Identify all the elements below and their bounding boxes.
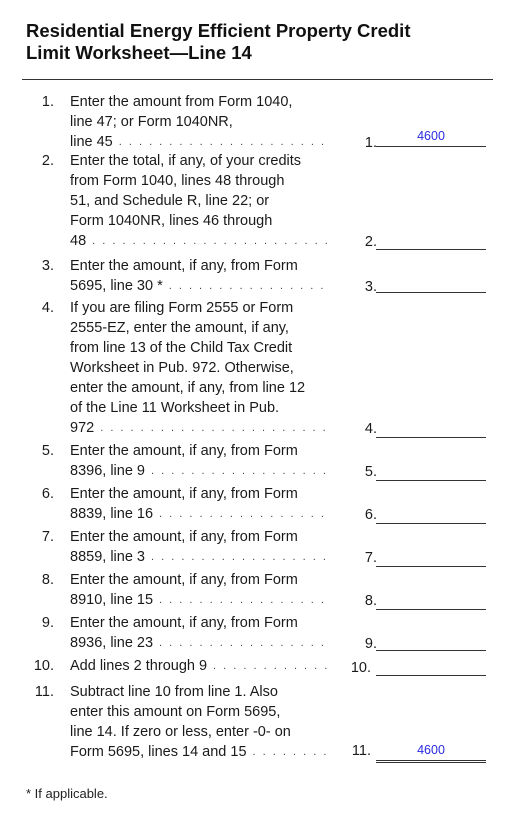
instruction-text: If you are filing Form 2555 or Form xyxy=(70,300,294,316)
line-number: 2. xyxy=(41,153,54,169)
instruction-text: Enter the amount, if any, from Form xyxy=(70,443,298,459)
instruction-text: from line 13 of the Child Tax Credit xyxy=(70,340,293,356)
instruction-text: enter the amount, if any, from line 12 xyxy=(70,380,306,396)
amount-entry-field[interactable] xyxy=(376,292,486,293)
leader-dots xyxy=(100,418,327,438)
amount-value[interactable]: 4600 xyxy=(417,743,445,757)
line-reference-number: 4. xyxy=(364,421,377,437)
instruction-text: 8859, line 3 xyxy=(70,549,145,565)
instruction-last-line xyxy=(70,461,335,481)
instruction-last-line xyxy=(70,547,335,567)
instruction-text: of the Line 11 Worksheet in Pub. xyxy=(70,400,280,416)
instruction-text: Worksheet in Pub. 972. Otherwise, xyxy=(70,360,294,376)
line-instruction xyxy=(70,570,335,610)
instruction-text: Enter the amount, if any, from Form xyxy=(70,258,298,274)
leader-dots xyxy=(159,633,327,653)
instruction-text: line 14. If zero or less, enter -0- on xyxy=(70,724,291,740)
instruction-text: Subtract line 10 from line 1. Also xyxy=(70,684,278,700)
amount-value[interactable]: 4600 xyxy=(417,129,445,143)
line-instruction xyxy=(70,256,335,296)
line-reference-number: 5. xyxy=(364,464,377,480)
instruction-text: 8936, line 23 xyxy=(70,635,154,651)
instruction-last-line xyxy=(70,633,335,653)
instruction-text: Enter the amount, if any, from Form xyxy=(70,529,298,545)
leader-dots xyxy=(253,742,327,762)
instruction-text: Enter the amount, if any, from Form xyxy=(70,572,298,588)
line-instruction xyxy=(70,527,335,567)
line-number: 5. xyxy=(41,443,54,459)
instruction-text: 8910, line 15 xyxy=(70,592,154,608)
leader-dots xyxy=(213,656,327,676)
line-reference-number: 11. xyxy=(351,743,371,759)
instruction-text: line 45 xyxy=(70,134,113,150)
leader-dots xyxy=(151,547,327,567)
line-instruction xyxy=(70,656,335,676)
line-reference-number: 7. xyxy=(364,550,377,566)
worksheet-title xyxy=(26,20,496,64)
line-instruction xyxy=(70,613,335,653)
title-line-2: Limit Worksheet—Line 14 xyxy=(26,42,252,63)
instruction-last-line xyxy=(70,742,335,762)
line-number: 7. xyxy=(41,529,54,545)
title-rule xyxy=(22,79,493,80)
leader-dots xyxy=(92,231,327,251)
instruction-text: 8839, line 16 xyxy=(70,506,154,522)
line-reference-number: 1. xyxy=(364,135,377,151)
amount-entry-field[interactable] xyxy=(376,523,486,524)
amount-entry-field[interactable] xyxy=(376,249,486,250)
leader-dots xyxy=(159,590,327,610)
line-reference-number: 6. xyxy=(364,507,377,523)
amount-entry-field[interactable] xyxy=(376,650,486,651)
instruction-text: Enter the amount from Form 1040, xyxy=(70,94,293,110)
instruction-text: from Form 1040, lines 48 through xyxy=(70,173,285,189)
line-number: 11. xyxy=(34,684,54,700)
line-number: 9. xyxy=(41,615,54,631)
line-number: 6. xyxy=(41,486,54,502)
line-instruction xyxy=(70,151,335,251)
instruction-last-line xyxy=(70,231,335,251)
leader-dots xyxy=(159,504,327,524)
instruction-text: 51, and Schedule R, line 22; or xyxy=(70,193,270,209)
instruction-text: Form 1040NR, lines 46 through xyxy=(70,213,273,229)
line-number: 8. xyxy=(41,572,54,588)
line-number: 4. xyxy=(41,300,54,316)
amount-entry-field[interactable] xyxy=(376,609,486,610)
instruction-last-line xyxy=(70,276,335,296)
instruction-last-line xyxy=(70,132,335,152)
line-instruction xyxy=(70,682,335,762)
line-reference-number: 8. xyxy=(364,593,377,609)
instruction-last-line xyxy=(70,504,335,524)
instruction-text: Enter the amount, if any, from Form xyxy=(70,486,298,502)
instruction-text: Enter the amount, if any, from Form xyxy=(70,615,298,631)
instruction-text: 2555-EZ, enter the amount, if any, xyxy=(70,320,289,336)
footnote: * If applicable. xyxy=(26,786,108,801)
instruction-text: line 47; or Form 1040NR, xyxy=(70,114,233,130)
instruction-text: Enter the total, if any, of your credits xyxy=(70,153,302,169)
amount-entry-field[interactable] xyxy=(376,675,486,676)
amount-entry-field[interactable] xyxy=(376,760,486,763)
instruction-last-line xyxy=(70,656,335,676)
instruction-text: 48 xyxy=(70,233,87,249)
instruction-text: Form 5695, lines 14 and 15 xyxy=(70,744,247,760)
instruction-text: 5695, line 30 * xyxy=(70,278,163,294)
line-instruction xyxy=(70,441,335,481)
instruction-text: 8396, line 9 xyxy=(70,463,145,479)
instruction-last-line xyxy=(70,418,335,438)
line-number: 3. xyxy=(41,258,54,274)
amount-entry-field[interactable] xyxy=(376,480,486,481)
line-reference-number: 2. xyxy=(364,234,377,250)
line-instruction xyxy=(70,484,335,524)
line-instruction xyxy=(70,298,335,438)
line-reference-number: 10. xyxy=(350,660,371,676)
instruction-last-line xyxy=(70,590,335,610)
instruction-text: Add lines 2 through 9 xyxy=(70,658,208,674)
leader-dots xyxy=(169,276,327,296)
line-instruction xyxy=(70,92,335,152)
instruction-text: enter this amount on Form 5695, xyxy=(70,704,281,720)
line-number: 10. xyxy=(33,658,54,674)
line-number: 1. xyxy=(41,94,54,110)
title-line-1: Residential Energy Efficient Property Credit xyxy=(26,20,411,41)
leader-dots xyxy=(119,132,327,152)
amount-entry-field[interactable] xyxy=(376,146,486,147)
line-reference-number: 9. xyxy=(364,636,377,652)
instruction-text: 972 xyxy=(70,420,95,436)
amount-entry-field[interactable] xyxy=(376,566,486,567)
line-reference-number: 3. xyxy=(364,279,377,295)
amount-entry-field[interactable] xyxy=(376,437,486,438)
leader-dots xyxy=(151,461,327,481)
